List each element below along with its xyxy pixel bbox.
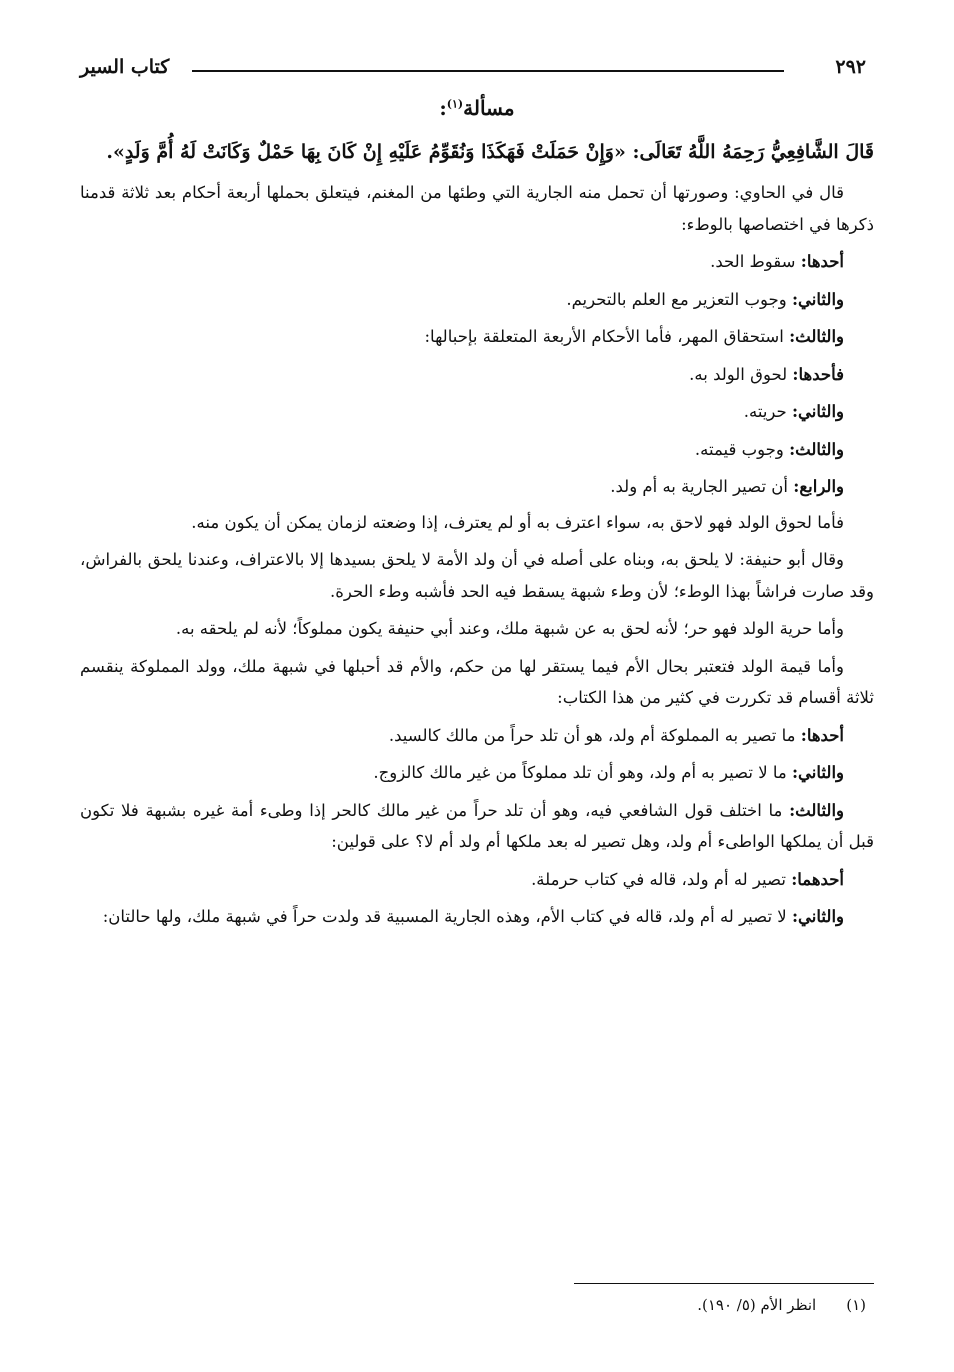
section-title — [80, 96, 874, 120]
book-title: كتاب السير — [80, 56, 170, 78]
section-title-suffix: : — [439, 96, 447, 120]
list-item: والرابع: أن تصير الجارية به أم ولد. — [610, 477, 844, 496]
footnote-text: انظر الأم (٥/ ١٩٠). — [697, 1296, 817, 1314]
list-item: والثالث: استحقاق المهر، فأما الأحكام الأربعة المتعلقة بإحبالها: — [424, 327, 844, 346]
list-item: أحدها: ما تصير به المملوكة أم ولد، هو أن تلد حراً من مالك كالسيد. — [388, 725, 844, 745]
footnote-rule — [574, 1283, 874, 1284]
paragraph-intro: قال في الحاوي: وصورتها أن تحمل منه الجارية التي وطئها من المغنم، فيتعلق بحملها أربعة أحكام بعد ثلاثة قدمنا ذكرها في اختصاصها بالوطء: — [80, 183, 874, 234]
section-title-text: مسألة — [463, 96, 515, 120]
list-item: والثاني: ما لا تصير به أم ولد، وهو أن تلد مملوكاً من غير مالك كالزوج. — [373, 763, 844, 782]
list-item: أحدها: سقوط الحد. — [710, 252, 844, 271]
paragraph: وقال أبو حنيفة: لا يلحق به، وبناه على أصله في أن ولد الأمة لا يلحق بسيدها إلا بالاعتراف، وعندنا يلحق بالفراش، وقد صارت فراشاً بهذا الوطء؛ لأن وطء شبهة يسقط فيه الحد فأشبه وطء الحرة. — [80, 550, 874, 601]
footnote-ref: (١) — [446, 97, 464, 111]
footnote-number: (١) — [846, 1296, 866, 1314]
list-item: والثاني: حريته. — [743, 402, 844, 421]
page-number: ٢٩٢ — [835, 56, 866, 78]
list-item: أحدهما: تصير له أم ولد، قاله في كتاب حرملة. — [531, 869, 844, 889]
paragraph: وأما قيمة الولد فتعتبر بحال الأم فيما يستقر لها من حكم، والأم قد أحبلها في شبهة ملك، وولد المملوكة ينقسم ثلاثة أقسام قد تكررت في كثير من هذا الكتاب: — [80, 656, 874, 707]
list-item: والثالث: ما اختلف قول الشافعي فيه، وهو أن تلد حراً من غير مالك كالحر إذا وطىء أمة غيره بشبهة فلا تكون قبل أن يملكها الواطىء أم ولد، وهل تصير له بعد ملكها أم ولد أم لا؟ على قولين: — [80, 800, 874, 851]
list-item: والثاني: وجوب التعزير مع العلم بالتحريم. — [566, 289, 844, 309]
list-item: والثاني: لا تصير له أم ولد، قاله في كتاب الأم، وهذه الجارية المسبية قد ولدت حراً في شبهة ملك، ولها حالتان: — [102, 907, 844, 926]
footnote — [80, 1296, 874, 1314]
page-header — [80, 52, 874, 90]
paragraph: فأما لحوق الولد فهو لاحق به، سواء اعترف به أو لم يعترف، إذا وضعته لزمان يمكن أن يكون منه. — [191, 512, 844, 532]
page-content — [80, 96, 874, 933]
paragraph: وأما حرية الولد فهو حر؛ لأنه لحق به عن شبهة ملك، وعند أبي حنيفة يكون مملوكاً؛ لأنه لم يلحقه به. — [175, 619, 844, 638]
list-item: والثالث: وجوب قيمته. — [694, 439, 844, 459]
header-rule — [192, 70, 784, 72]
shafii-quote: قَالَ الشَّافِعِيُّ رَحِمَهُ اللَّهُ تَعَالَى: «وَإِنْ حَمَلَتْ فَهَكَذَا وَنُقَوِّمُ عَلَيْهِ إِنْ كَانَ بِهَا حَمْلٌ وَكَانَتْ لَهُ أُمَّ وَلَدٍ». — [106, 141, 874, 163]
list-item: فأحدها: لحوق الولد به. — [689, 364, 844, 384]
